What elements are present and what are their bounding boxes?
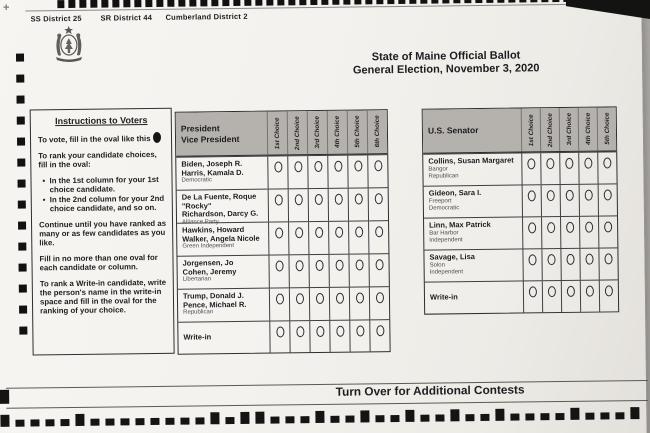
choice-column-header: 3rd Choice	[559, 108, 579, 151]
choice-oval[interactable]	[335, 293, 343, 304]
turn-over-notice: Turn Over for Additional Contests	[335, 382, 525, 399]
president-contest-title: President Vice President	[180, 123, 240, 145]
oval-cell	[348, 221, 368, 253]
timing-mark	[180, 418, 189, 425]
choice-oval[interactable]	[354, 160, 362, 171]
oval-cell	[288, 189, 308, 221]
timing-mark	[486, 0, 493, 3]
timing-mark	[409, 0, 416, 4]
choice-oval[interactable]	[604, 253, 612, 264]
district-county: Cumberland District 2	[165, 11, 248, 22]
timing-mark	[310, 0, 317, 5]
oval-cell	[287, 156, 307, 188]
ballot-title	[326, 49, 566, 78]
timing-mark	[225, 417, 234, 424]
timing-mark	[19, 264, 27, 272]
choice-column-header: 1st Choice	[267, 111, 288, 154]
timing-mark	[79, 0, 86, 8]
oval-cell	[598, 216, 617, 247]
choice-oval[interactable]	[355, 259, 363, 270]
timing-mark	[510, 414, 519, 421]
timing-mark	[552, 0, 559, 2]
timing-mark	[233, 0, 240, 6]
timing-mark	[530, 0, 537, 2]
choice-oval[interactable]	[275, 260, 283, 271]
president-row-write-in	[178, 319, 389, 354]
instruction-bullet-1: • In the 1st column for your 1st choice candidate.	[49, 176, 165, 195]
choice-oval[interactable]	[334, 161, 342, 172]
timing-mark	[464, 0, 471, 3]
timing-mark	[45, 419, 54, 426]
timing-mark	[105, 418, 114, 425]
candidate-name-cell: Biden, Joseph R. Harris, Kamala D. Democratic	[181, 158, 244, 184]
oval-cell	[328, 255, 348, 287]
oval-cell	[541, 185, 560, 216]
oval-cell	[327, 156, 347, 188]
oval-cell	[369, 287, 389, 319]
choice-oval[interactable]	[374, 160, 382, 171]
oval-cell	[579, 249, 598, 280]
choice-oval[interactable]	[316, 326, 324, 337]
timing-mark	[240, 412, 249, 424]
timing-mark	[360, 410, 369, 422]
timing-mark	[525, 413, 534, 420]
oval-cell	[580, 281, 599, 312]
timing-mark	[465, 414, 474, 421]
timing-mark	[343, 0, 350, 5]
timing-mark	[497, 0, 504, 3]
choice-oval[interactable]	[375, 226, 383, 237]
oval-cell	[348, 188, 368, 220]
president-row-1	[177, 187, 388, 226]
timing-mark	[150, 418, 159, 425]
timing-mark	[615, 412, 624, 419]
instructions-heading: Instructions to Voters	[55, 115, 148, 127]
timing-mark	[0, 415, 9, 427]
choice-oval[interactable]	[566, 190, 574, 201]
oval-cell	[309, 321, 329, 352]
timing-mark	[211, 0, 218, 6]
timing-marks-bottom	[0, 407, 648, 427]
timing-mark	[387, 0, 394, 4]
timing-mark	[255, 412, 264, 424]
oval-cell	[328, 222, 348, 254]
timing-mark	[540, 413, 549, 420]
choice-oval[interactable]	[527, 158, 535, 169]
choice-oval[interactable]	[584, 158, 592, 169]
president-header-row	[176, 110, 388, 157]
timing-mark	[255, 0, 262, 6]
oval-cell	[289, 288, 309, 320]
oval-cell	[329, 288, 349, 320]
oval-cell	[307, 156, 327, 188]
oval-cell	[367, 155, 387, 187]
timing-mark	[60, 419, 69, 426]
oval-cell	[522, 185, 541, 216]
oval-cell	[540, 153, 559, 184]
choice-oval[interactable]	[275, 227, 283, 238]
choice-oval[interactable]	[585, 254, 593, 265]
instruction-rank: To rank your candidate choices, fill in the oval:	[38, 150, 157, 170]
timing-mark	[266, 0, 273, 6]
choice-oval[interactable]	[374, 193, 382, 204]
timing-mark	[375, 415, 384, 422]
timing-mark	[145, 0, 152, 7]
choice-oval[interactable]	[547, 222, 555, 233]
timing-mark	[541, 0, 548, 2]
us-senator-contest-table	[422, 106, 620, 314]
timing-mark	[16, 96, 24, 104]
oval-cell	[269, 321, 289, 352]
choice-oval[interactable]	[294, 194, 302, 205]
us-senator-row-0	[423, 151, 616, 185]
choice-oval[interactable]	[604, 189, 612, 200]
timing-mark	[600, 412, 609, 419]
candidate-name-cell: Hawkins, Howard Walker, Angela Nicole Green Independent	[182, 224, 260, 250]
timing-mark	[270, 416, 279, 423]
president-row-4	[178, 286, 389, 322]
district-sr: SR District 44	[100, 12, 153, 23]
oval-cell	[308, 189, 328, 221]
oval-cell	[349, 287, 369, 319]
choice-oval[interactable]	[528, 190, 536, 201]
choice-oval[interactable]	[355, 292, 363, 303]
timing-mark	[442, 0, 449, 3]
choice-oval[interactable]	[335, 260, 343, 271]
timing-mark	[19, 306, 27, 314]
us-senator-row-2	[424, 215, 617, 249]
timing-mark	[16, 54, 24, 62]
oval-cell	[522, 249, 541, 280]
timing-mark	[332, 0, 339, 5]
choice-oval[interactable]	[566, 254, 574, 265]
president-row-2	[177, 220, 388, 256]
ballot-title-line1: State of Maine Official Ballot	[371, 49, 521, 64]
choice-oval[interactable]	[275, 293, 283, 304]
timing-mark	[277, 0, 284, 5]
oval-cell	[348, 254, 368, 286]
timing-mark	[210, 412, 219, 424]
example-filled-oval	[153, 132, 161, 143]
choice-column-header: 3rd Choice	[307, 111, 328, 154]
timing-mark	[75, 414, 84, 426]
timing-mark	[315, 411, 324, 423]
president-row-3	[177, 253, 388, 289]
oval-cell	[559, 153, 578, 184]
choice-column-header: 1st Choice	[521, 108, 541, 151]
oval-cell	[541, 217, 560, 248]
timing-mark	[189, 0, 196, 7]
oval-cell	[289, 321, 309, 352]
timing-mark	[495, 409, 504, 421]
timing-mark	[376, 0, 383, 4]
candidate-name-cell: Linn, Max Patrick Bar Harbor Independent	[429, 219, 491, 244]
choice-oval[interactable]	[295, 293, 303, 304]
choice-oval[interactable]	[567, 286, 575, 297]
timing-mark	[195, 417, 204, 424]
choice-oval[interactable]	[604, 221, 612, 232]
choice-oval[interactable]	[603, 157, 611, 168]
timing-mark	[480, 414, 489, 421]
oval-cell	[560, 217, 579, 248]
oval-cell	[578, 153, 597, 184]
choice-column-header: 5th Choice	[597, 107, 617, 150]
oval-cell	[598, 248, 617, 279]
timing-mark	[222, 0, 229, 6]
oval-cell	[561, 281, 580, 312]
timing-mark	[321, 0, 328, 5]
timing-mark	[285, 416, 294, 423]
us-senator-contest-title: U.S. Senator	[427, 125, 479, 137]
timing-mark	[57, 0, 64, 8]
timing-mark	[90, 419, 99, 426]
oval-cell	[308, 222, 328, 254]
timing-mark	[450, 409, 459, 421]
oval-cell	[349, 320, 369, 351]
timing-mark	[345, 416, 354, 423]
choice-oval[interactable]	[314, 161, 322, 172]
timing-mark	[354, 0, 361, 5]
timing-mark	[570, 408, 579, 420]
timing-mark	[18, 243, 26, 251]
timing-mark	[17, 117, 25, 125]
timing-mark	[120, 418, 129, 425]
candidate-name-cell: Collins, Susan Margaret Bangor Republican	[428, 155, 514, 180]
oval-cell	[288, 255, 308, 287]
timing-mark	[90, 0, 97, 8]
timing-mark	[17, 138, 25, 146]
timing-mark	[630, 407, 639, 419]
oval-cell	[288, 222, 308, 254]
instruction-bullet-2: • In the 2nd column for your 2nd choice candidate, and so on.	[50, 195, 166, 214]
choice-oval[interactable]	[276, 326, 284, 337]
choice-oval[interactable]	[356, 325, 364, 336]
candidate-name-cell: Savage, Lisa Solon Independent	[429, 252, 475, 276]
oval-cell	[269, 288, 289, 320]
choice-oval[interactable]	[546, 158, 554, 169]
oval-cell	[347, 155, 367, 187]
oval-cell	[560, 185, 579, 216]
timing-mark	[288, 0, 295, 5]
choice-oval[interactable]	[585, 222, 593, 233]
instructions-panel	[30, 108, 175, 356]
timing-mark	[453, 0, 460, 3]
timing-mark	[68, 0, 75, 8]
choice-oval[interactable]	[376, 325, 384, 336]
timing-mark	[30, 419, 39, 426]
choice-oval[interactable]	[375, 292, 383, 303]
timing-mark	[16, 75, 24, 83]
write-in-space[interactable]: Write-in	[429, 292, 458, 302]
oval-cell	[369, 320, 389, 351]
timing-mark	[101, 0, 108, 8]
choice-oval[interactable]	[585, 190, 593, 201]
timing-mark	[19, 327, 27, 335]
registration-cross-mark: +	[3, 2, 10, 14]
choice-oval[interactable]	[315, 260, 323, 271]
oval-cell	[542, 281, 561, 312]
oval-cell	[267, 156, 287, 188]
timing-mark	[178, 0, 185, 7]
oval-cell	[368, 221, 388, 253]
timing-mark	[156, 0, 163, 7]
choice-oval[interactable]	[334, 194, 342, 205]
timing-mark	[17, 159, 25, 167]
timing-mark	[431, 0, 438, 4]
write-in-space[interactable]: Write-in	[183, 332, 212, 342]
oval-cell	[522, 217, 541, 248]
choice-oval[interactable]	[528, 222, 536, 233]
instruction-writein: To rank a Write-in candidate, write the person's name in the write-in space and fill in the oval for the ranking of your choice.	[39, 277, 167, 316]
instruction-continue: Continue until you have ranked as many or as few candidates as you like.	[39, 218, 167, 248]
choice-oval[interactable]	[547, 190, 555, 201]
choice-oval[interactable]	[314, 194, 322, 205]
candidate-name-cell: De La Fuente, Roque "Rocky" Richardson, Darcy G. Alliance Party	[181, 191, 259, 226]
choice-oval[interactable]	[335, 227, 343, 238]
us-senator-row-3	[424, 247, 617, 281]
us-senator-row-write-in	[425, 279, 618, 313]
choice-oval[interactable]	[336, 326, 344, 337]
choice-oval[interactable]	[274, 161, 282, 172]
oval-cell	[579, 217, 598, 248]
timing-mark	[112, 0, 119, 7]
instruction-limit: Fill in no more than one oval for each candidate or column.	[39, 252, 158, 273]
choice-oval[interactable]	[375, 259, 383, 270]
oval-cell	[308, 255, 328, 287]
timing-mark	[475, 0, 482, 3]
maine-state-seal	[50, 25, 88, 65]
oval-cell	[523, 281, 542, 312]
timing-mark	[330, 416, 339, 423]
oval-cell	[268, 189, 288, 221]
timing-mark	[200, 0, 207, 6]
timing-mark	[19, 285, 27, 293]
choice-oval[interactable]	[295, 260, 303, 271]
timing-mark	[405, 410, 414, 422]
oval-cell	[599, 280, 618, 311]
timing-mark	[135, 418, 144, 425]
oval-cell	[560, 249, 579, 280]
oval-cell	[268, 255, 288, 287]
timing-mark	[420, 415, 429, 422]
timing-mark	[123, 0, 130, 7]
choice-oval[interactable]	[294, 161, 302, 172]
choice-oval[interactable]	[296, 326, 304, 337]
choice-column-header: 2nd Choice	[540, 108, 560, 151]
oval-cell	[309, 288, 329, 320]
us-senator-row-1	[424, 183, 617, 217]
choice-column-header: 5th Choice	[347, 110, 368, 153]
choice-oval[interactable]	[528, 254, 536, 265]
candidate-name-cell: Trump, Donald J. Pence, Michael R. Republican	[182, 290, 247, 316]
timing-mark	[519, 0, 526, 3]
oval-cell	[579, 185, 598, 216]
oval-cell	[597, 152, 616, 183]
timing-mark	[18, 222, 26, 230]
timing-mark	[300, 416, 309, 423]
choice-oval[interactable]	[547, 254, 555, 265]
timing-mark	[244, 0, 251, 6]
oval-cell	[329, 321, 349, 352]
timing-mark	[365, 0, 372, 4]
president-row-0	[176, 154, 387, 190]
choice-column-header: 6th Choice	[367, 110, 388, 153]
timing-mark	[435, 414, 444, 421]
timing-mark	[299, 0, 306, 5]
timing-mark	[18, 201, 26, 209]
oval-cell	[328, 189, 348, 221]
choice-oval[interactable]	[315, 293, 323, 304]
district-ss: SS District 25	[30, 13, 82, 24]
choice-oval[interactable]	[586, 286, 594, 297]
choice-oval[interactable]	[548, 286, 556, 297]
choice-oval[interactable]	[295, 227, 303, 238]
choice-oval[interactable]	[529, 286, 537, 297]
oval-cell	[541, 249, 560, 280]
candidate-name-cell: Gideon, Sara I. Freeport Democratic	[428, 187, 482, 212]
timing-marks-left	[16, 54, 27, 335]
choice-oval[interactable]	[315, 227, 323, 238]
candidate-name-cell: Jorgensen, Jo Cohen, Jeremy Libertarian	[182, 258, 237, 283]
ballot-title-line2: General Election, November 3, 2020	[352, 62, 540, 77]
choice-column-header: 4th Choice	[578, 108, 598, 151]
choice-oval[interactable]	[274, 194, 282, 205]
instruction-vote: To vote, fill in the oval like this	[38, 132, 165, 146]
instruction-bullets	[38, 176, 165, 214]
timing-mark	[555, 413, 564, 420]
president-contest-table	[175, 109, 391, 355]
oval-cell	[521, 153, 540, 184]
timing-mark	[15, 420, 24, 427]
timing-mark	[508, 0, 515, 3]
timing-mark	[134, 0, 141, 7]
choice-oval[interactable]	[565, 158, 573, 169]
choice-oval[interactable]	[354, 193, 362, 204]
timing-mark	[18, 180, 26, 188]
oval-cell	[368, 188, 388, 220]
oval-cell	[598, 184, 617, 215]
us-senator-header-row	[423, 107, 617, 153]
choice-oval[interactable]	[605, 285, 613, 296]
timing-mark	[165, 418, 174, 425]
timing-mark	[390, 415, 399, 422]
timing-mark	[585, 413, 594, 420]
choice-oval[interactable]	[566, 222, 574, 233]
timing-mark	[398, 0, 405, 4]
oval-cell	[368, 254, 388, 286]
choice-column-header: 4th Choice	[327, 111, 348, 154]
oval-cell	[268, 222, 288, 254]
timing-mark	[420, 0, 427, 4]
timing-mark-corner	[0, 390, 9, 404]
choice-column-header: 2nd Choice	[287, 111, 308, 154]
choice-oval[interactable]	[355, 226, 363, 237]
timing-mark	[167, 0, 174, 7]
